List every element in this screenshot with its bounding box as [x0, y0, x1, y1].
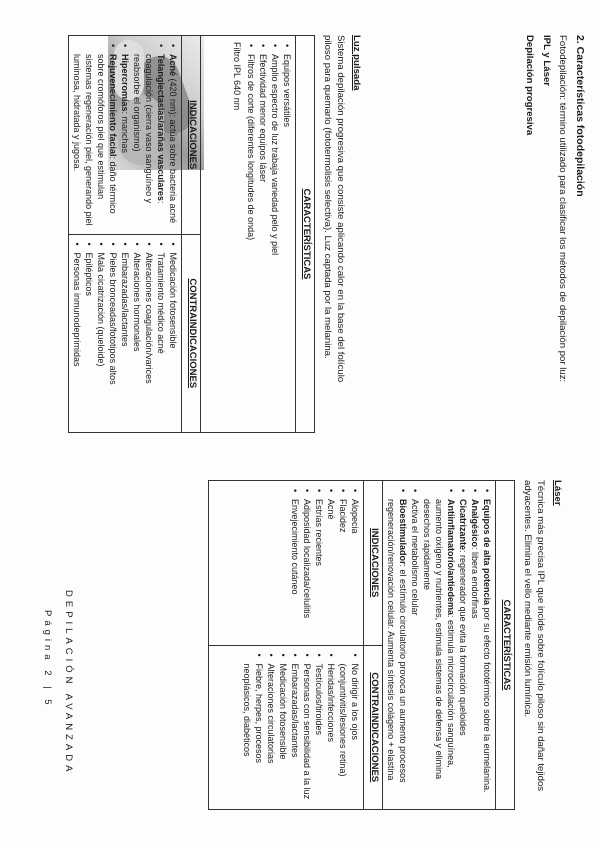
indication-item: • Adiposidad localizada/celulitis	[301, 499, 313, 639]
contraindication-item: • Medicación fotosensible	[277, 664, 289, 804]
indication-item: • Flacidez	[337, 499, 349, 639]
contraindication-item: • Embarazadas/lactantes	[289, 664, 301, 804]
contraindication-item: • Mala cicatrización (queloide)	[95, 253, 107, 427]
laser-ind-header: INDICACIONES	[364, 481, 383, 646]
laser-characteristics-cell	[383, 481, 496, 810]
intro-text: Fotodepilación: término utilizado para clasificar los métodos de depilación por luz:	[557, 35, 568, 383]
pulsed-char-header: CARACTERÍSTICAS	[296, 36, 315, 433]
characteristic-item: • Bioestimulador: el estímulo circulatorio provoca un aumento procesos regeneración/renovación celular. Aumenta síntesis colágeno + elastina	[385, 499, 409, 803]
characteristic-item: • Amplio espectro de luz trabaja variedad pelo y piel	[269, 54, 281, 426]
pulsed-indications-cell	[69, 36, 182, 235]
characteristic-item: • Equipos de alta potencia por su efecto fototérmico sobre la eumelanina.	[481, 499, 493, 803]
pulsed-contra-header: CONTRAINDICACIONES	[182, 234, 201, 433]
pulsed-light-desc-1: Sistema depilación progresiva que consiste aplicando calor en la base del folículo	[335, 35, 346, 383]
laser-contraindications-cell	[209, 645, 364, 810]
footer-page-number: Página 2 | 5	[42, 610, 53, 709]
laser-contraindications-list	[241, 652, 361, 804]
laser-characteristics-list	[385, 487, 493, 803]
contraindication-item: • No dirigir a los ojos (conjuntivitis/lesiones retina)	[337, 664, 361, 804]
contraindication-item: • Personas con sensibilidad a la luz	[301, 664, 313, 804]
methods-text: IPL y Láser	[541, 35, 552, 87]
pulsed-contraindications-cell	[69, 234, 182, 433]
laser-desc-1: Técnica más precisa IPL que incide sobre folículo piloso sin dañar tejidos	[535, 480, 546, 792]
indication-item: • Rejuvenecimiento facial: daño térmico sobre cromóforos piel que estimulan sistemas regeneración piel, generando piel luminosa, hidratada y jugosa.	[71, 54, 119, 228]
pulsed-contraindications-list	[71, 241, 179, 427]
indication-item: • Acné (420 nm): actúa sobre bacteria acné	[167, 54, 179, 228]
indication-item: • Envejecimiento cutáneo	[289, 499, 301, 639]
contraindication-item: • Embarazadas/lactantes	[119, 253, 131, 427]
characteristic-item: • Equipos versátiles	[281, 54, 293, 426]
pulsed-characteristics-cell	[201, 36, 296, 433]
indication-item: • Hipercromías: manchas	[119, 54, 131, 228]
characteristic-item: • Antiinflamatorio/antiedema: estimula microcirculación sanguínea, aumento oxígeno y nutrientes, estimula sistemas de defensa y elimina desechos rápidamente	[421, 499, 457, 803]
contraindication-item: • Personas inmunodeprimidas	[71, 253, 83, 427]
indication-item: • Telangiectasias/arañas vasculares: coagulación (cierra vaso sanguíneo y reabsorbe el organismo)	[131, 54, 167, 228]
pulsed-light-desc-2: piloso para quemarlo (fototermolisis selectiva). Luz captada por la melanina.	[322, 35, 333, 359]
contraindication-item: • Medicación fotosensible	[167, 253, 179, 427]
indication-item: • Estrías recientes	[313, 499, 325, 639]
contraindication-item: • Pieles bronceadas/fototipos altos	[107, 253, 119, 427]
characteristic-item: • Activa el metabolismo celular	[409, 499, 421, 803]
indication-item: • Acné	[325, 499, 337, 639]
pulsed-characteristics-list	[245, 42, 293, 426]
indication-item: • Alopecia	[349, 499, 361, 639]
laser-table	[208, 480, 515, 810]
contraindication-item: • Tratamiento médico acné	[155, 253, 167, 427]
progressive-heading: Depilación progresiva	[524, 35, 535, 136]
laser-desc-2: adyacentes. Elimina el vello mediante emisión lumínica.	[522, 480, 533, 718]
contraindication-item: • Fiebre, herpes, procesos neoplásicos, diabéticos	[241, 664, 265, 804]
filter-note: Filtro IPL 640 nm	[232, 42, 242, 111]
section-title: 2. Características fotodepilación	[574, 35, 586, 197]
characteristic-item: • Cicatrizante: regenerador que evita la formación queloides	[457, 499, 469, 803]
contraindication-item: • Alteraciones hormonales	[131, 253, 143, 427]
contraindication-item: • Heridas/infecciones	[325, 664, 337, 804]
contraindication-item: • Alteraciones circulatorias	[265, 664, 277, 804]
footer-title: DEPILACIÓN AVANZADA	[63, 590, 74, 776]
characteristic-item: • Filtros de corte (diferentes longitudes de onda)	[245, 54, 257, 426]
pulsed-light-heading: Luz pulsada	[351, 35, 362, 91]
characteristic-item: • Efectividad menor equipos láser	[257, 54, 269, 426]
pulsed-indications-list	[71, 42, 179, 228]
characteristic-item: • Analgésico: libera endorfinas	[469, 499, 481, 803]
pulsed-ind-header: INDICACIONES	[182, 36, 201, 235]
laser-heading: Láser	[552, 480, 563, 506]
laser-char-header: CARACTERÍSTICAS	[496, 481, 515, 810]
laser-indications-cell	[209, 481, 364, 646]
contraindication-item: • Epilépticos	[83, 253, 95, 427]
laser-contra-header: CONTRAINDICACIONES	[364, 645, 383, 810]
contraindication-item: • Alteraciones coagulación/varices	[143, 253, 155, 427]
pulsed-light-table	[68, 35, 315, 433]
contraindication-item: • Testículos/tiroides	[313, 664, 325, 804]
laser-indications-list	[289, 487, 361, 639]
